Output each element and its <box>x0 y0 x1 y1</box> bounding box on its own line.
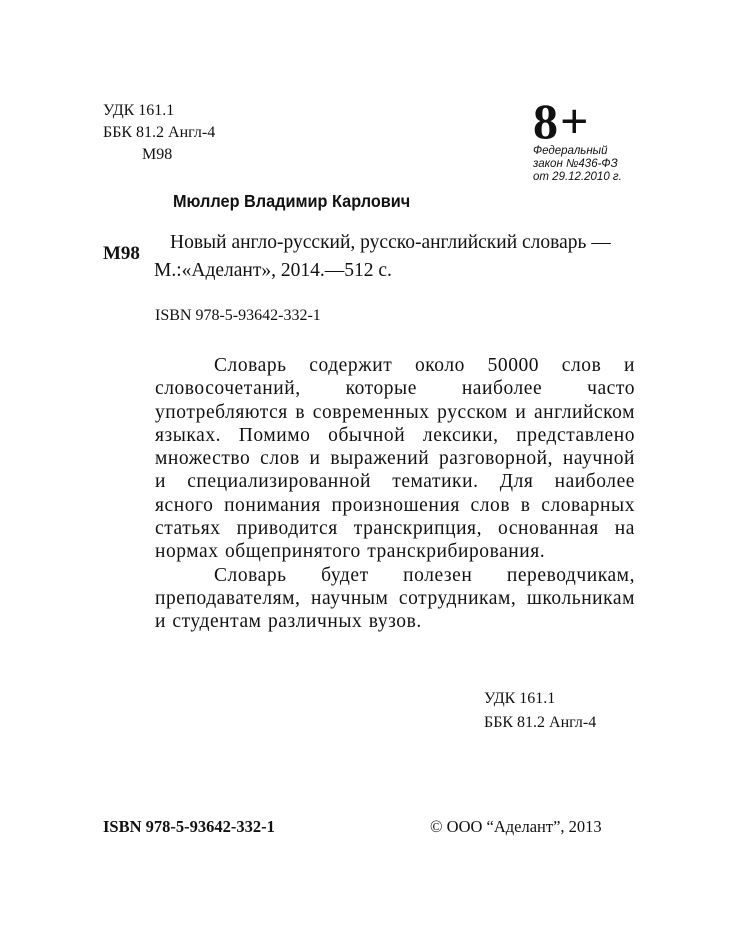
header-bbk: ББК 81.2 Англ-4 <box>103 124 216 141</box>
abstract-paragraph-1: Словарь содержит около 50000 слов и словосочетаний, которые наиболее часто употребляются в современных русском и английском языках. Помимо обычной лексики, представлено множество слов и выражений разговорной, научной и специализированной тематики. Для наиболее ясного понимания произношения слов в словарных статьях приводится транскрипция, основанная на нормах общепринятого транскрибирования. <box>155 355 635 563</box>
law-reference-line3: от 29.12.2010 г. <box>533 171 622 183</box>
book-title-line2: М.:«Аделант», 2014.—512 с. <box>154 260 392 281</box>
entry-code: М98 <box>103 243 140 264</box>
abstract-paragraph-2: Словарь будет полезен переводчикам, преподавателям, научным сотрудникам, школьникам и студентам различных вузов. <box>155 564 635 633</box>
age-rating-badge: 8+ <box>533 93 591 149</box>
law-reference-line2: закон №436-ФЗ <box>533 158 618 170</box>
author-name: Мюллер Владимир Карлович <box>173 191 411 211</box>
isbn-line: ISBN 978-5-93642-332-1 <box>155 307 321 324</box>
book-title-line1: Новый англо-русский, русско-английский словарь — <box>170 232 611 253</box>
classification-bbk: ББК 81.2 Англ-4 <box>484 714 597 731</box>
footer-copyright: © ООО “Аделант”, 2013 <box>430 817 602 836</box>
header-author-code: М98 <box>142 146 173 163</box>
header-udk: УДК 161.1 <box>103 102 175 119</box>
classification-udk: УДК 161.1 <box>484 690 556 707</box>
abstract <box>155 354 635 634</box>
law-reference-line1: Федеральный <box>533 145 608 157</box>
footer-isbn: ISBN 978-5-93642-332-1 <box>103 817 275 836</box>
